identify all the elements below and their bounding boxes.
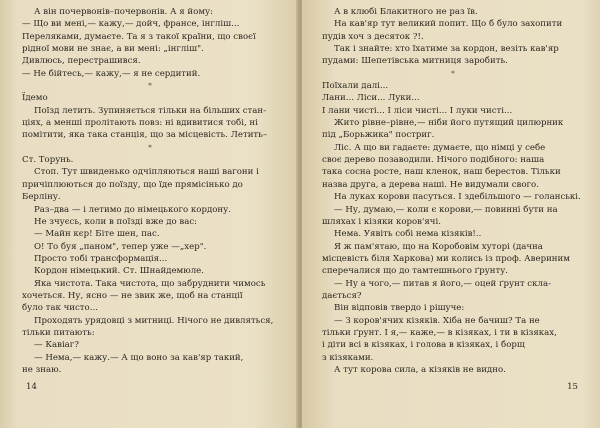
text-line: А тут корова сила, а кізяків не видно. (334, 364, 506, 375)
text-line: Яка чистота. Така чистота, що забруднити чимось (34, 278, 266, 289)
text-line: Стоп. Тут швиденько одчіпляються наші вагони і (34, 167, 259, 178)
text-line: Так і знайте: хто їхатиме за кордон, везіть кав'яр (334, 44, 559, 55)
text-line: І лани чисті... І ліси чисті... І луки чисті... (322, 105, 513, 116)
text-line: О! То буя „паном", тепер уже —„хер". (34, 241, 207, 252)
text-line: Переляками, думаєте. Та я з такої країни, що своєї (22, 31, 256, 42)
text-line: з кізяками. (322, 352, 374, 363)
page-number-left: 14 (26, 382, 37, 392)
text-line: Кордон німецький. Ст. Шнайдемюле. (34, 266, 204, 277)
text-line: — Майн кєр! Біте шен, пас. (34, 229, 160, 240)
text-line: — Не бійтесь,— кажу,— я не сердитий. (22, 68, 201, 79)
text-line: — Ну а чого,— питав я його,— оцей ґрунт скла- (334, 278, 551, 289)
text-line: і діти всі в кізяках, і голова в кізяках, і борщ (322, 340, 525, 351)
text-line: Просто тобі трансформація... (34, 253, 168, 264)
text-line: — Нема,— кажу.— А що воно за кав'яр такий, (34, 352, 244, 363)
section-heading: Поїхали далі... (322, 81, 389, 92)
text-line: хочеться. Ну, ясно — не звик же, щоб на станції (22, 290, 243, 301)
text-line: назва друга, а дерева наші. Не видумали свого. (322, 179, 539, 190)
right-page (302, 0, 600, 428)
text-line: помітити, яка така станція, що за місцевість. Летить– (22, 130, 268, 141)
page-number-right: 15 (567, 382, 578, 392)
text-line: Проходять урядовці з митниці. Нічого не дивляться, (34, 315, 274, 326)
text-line: ціях, а менші пролітають повз: ні вдивитися тобі, ні (22, 118, 258, 129)
left-page (0, 0, 298, 428)
text-line: рідної мови не знає, а ви мені: „інгліш". (22, 44, 204, 55)
text-line: така сосна росте, наш кленок, наш берестов. Тільки (322, 167, 561, 178)
text-line: сперечалися що до тамтешнього ґрунту. (322, 266, 509, 277)
text-line: Берліну. (22, 192, 61, 203)
text-line: причіплюються до поїзду, що їде прямісінько до (22, 179, 243, 190)
text-line: дається? (322, 290, 362, 301)
section-heading: Їдемо (22, 93, 48, 104)
text-line: Раз–два — і летимо до німецького кордону. (34, 204, 231, 215)
text-line: Ліс. А що ви гадаєте: думаєте, що німці у себе (334, 142, 546, 153)
text-line: Жито рівне–рівне,— ніби його путящий цилюрник (334, 118, 564, 129)
right-page-text (322, 6, 584, 376)
text-line: На кав'яр тут великий попит. Що б було захопити (334, 19, 563, 30)
text-line: місцевість біля Харкова) ми колись із проф. Авериним (322, 253, 570, 264)
text-line: А в клюбі Блакитного не раз їв. (334, 7, 478, 17)
text-line: На луках корови пасуться. І здебільшого — голанські. (334, 192, 581, 203)
text-line: Я ж пам'ятаю, що на Коробовім хуторі (дачна (334, 241, 543, 252)
text-line: тільки питають: (22, 327, 95, 338)
text-line: — Кавіаг? (34, 340, 79, 351)
text-line: Дивлюсь, перестрашився. (22, 56, 141, 67)
left-page-text (22, 6, 278, 376)
text-line: — Ну, думаю,— коли є корови,— повинні бути на (334, 204, 558, 215)
text-line: пудів хоч з десяток ?!. (322, 31, 424, 42)
text-line: шляхах і кізяки коров'ячі. (322, 216, 441, 227)
text-line: Не зчуєсь, коли в поїзді вже до вас: (34, 216, 198, 227)
text-line: своє дерево позаводили. Нічого подібного: наша (322, 155, 545, 166)
section-separator: * (148, 82, 152, 91)
section-separator: * (451, 69, 455, 78)
text-line: тільки ґрунт. І я,— каже,— в кізяках, і ти в кізяках, (322, 327, 557, 338)
text-line: Поїзд летить. Зупиняється тільки на більших стан- (34, 105, 267, 116)
text-line: під „Борьжика" постриг. (322, 130, 435, 141)
text-line: Лани... Ліси... Луки... (322, 93, 420, 104)
text-line: — З коров'ячих кізяків. Хіба не бачиш? Та не (334, 315, 540, 326)
text-line: було так чисто... (22, 303, 98, 314)
text-line: пудами: Шепетівська митниця заробить. (322, 56, 508, 67)
text-line: А він почервонів–почервонів. А я йому: (34, 7, 213, 17)
text-line: Нема. Уявіть собі нема кізяків!.. (334, 229, 482, 240)
text-line: — Що ви мені,— кажу,— дойч, франсе, інгліш... (22, 19, 240, 30)
section-separator: * (148, 143, 152, 152)
text-line: Він відповів твердо і рішуче: (334, 303, 465, 314)
section-heading: Ст. Торунь. (22, 155, 74, 166)
text-line: не знаю. (22, 364, 62, 375)
